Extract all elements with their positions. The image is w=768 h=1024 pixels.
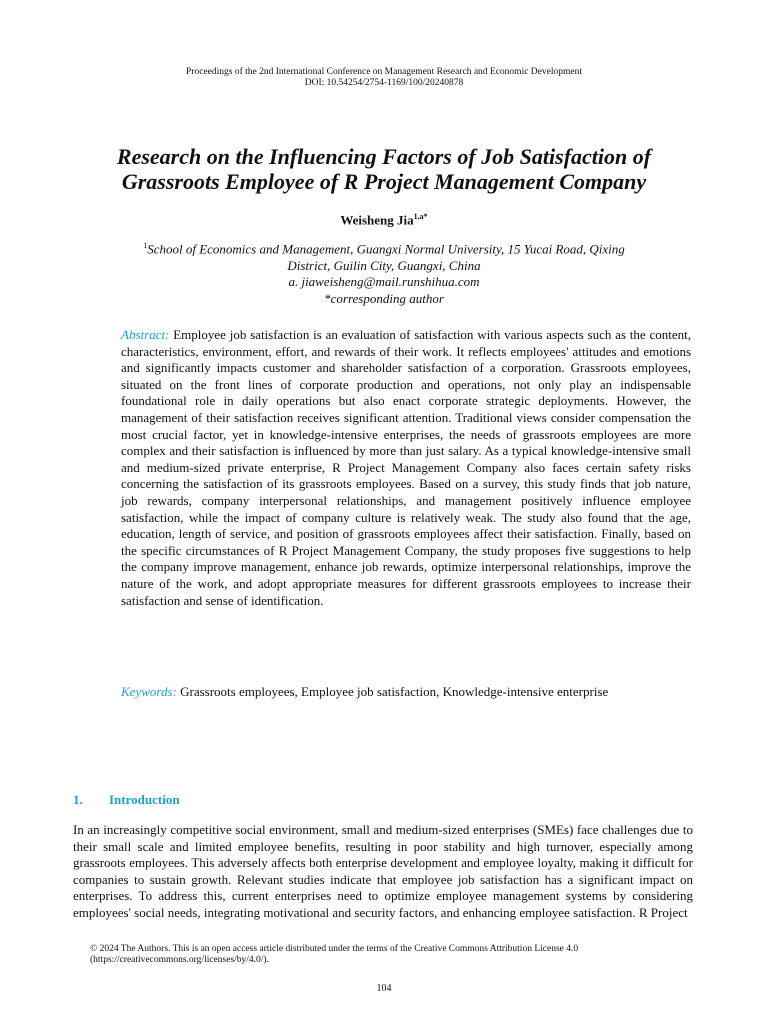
affiliation-block xyxy=(80,238,688,307)
section-heading xyxy=(73,792,180,808)
title-line-1: Research on the Influencing Factors of Job Satisfaction of xyxy=(116,144,652,169)
introduction-paragraph: In an increasingly competitive social environment, small and medium-sized enterprises (SMEs) face challenges due to their small scale and limited employee benefits, resulting in poor stability and high turnover, especially among grassroots employees. This adversely affects both enterprise development and employee loyalty, making it difficult for companies to sustain growth. Relevant studies indicate that employee job satisfaction has a significant impact on enterprises. To address this, current enterprises need to optimize employee management systems by considering employees' social needs, integrating motivational and security factors, and enhancing employee satisfaction. R Project xyxy=(73,822,693,920)
keywords-text: Grassroots employees, Employee job satisfaction, Knowledge-intensive enterprise xyxy=(180,684,609,699)
section-title: Introduction xyxy=(109,792,180,807)
license-notice xyxy=(90,944,692,966)
affiliation-superscript: 1 xyxy=(143,241,148,250)
corresponding-note: *corresponding author xyxy=(324,290,444,306)
paper-title xyxy=(40,144,728,194)
abstract-label: Abstract: xyxy=(121,327,170,342)
affiliation-line-2: District, Guilin City, Guangxi, China xyxy=(287,257,481,273)
proceedings-line: Proceedings of the 2nd International Conference on Management Research and Economic Development xyxy=(186,67,582,77)
doi-line: DOI: 10.54254/2754-1169/100/20240878 xyxy=(304,78,464,88)
author-name: Weisheng Jia xyxy=(340,212,414,228)
abstract xyxy=(121,327,691,609)
author-email: a. jiaweisheng@mail.runshihua.com xyxy=(288,274,480,290)
keywords-label: Keywords: xyxy=(121,684,177,699)
license-line-2: (https://creativecommons.org/licenses/by/4.0/). xyxy=(90,955,269,965)
keywords xyxy=(121,684,691,701)
title-line-2: Grassroots Employee of R Project Management Company xyxy=(121,169,647,194)
author-superscript: 1,a* xyxy=(413,212,428,221)
section-number: 1. xyxy=(73,792,83,807)
license-line-1: © 2024 The Authors. This is an open access article distributed under the terms of the Creative Commons Attribution License 4.0 xyxy=(90,944,579,954)
affiliation-line-1: $^1$School of Economics and Management, Guangxi Normal University, 15 Yucai Road, Qixing xyxy=(143,241,625,257)
page-number: 104 xyxy=(376,983,392,994)
abstract-text: Employee job satisfaction is an evaluation of satisfaction with various aspects such as the content, characteristics, environment, effort, and rewards of their work. It reflects employees' attitudes and emotions and significantly impacts customer and shareholder satisfaction of a corporation. Grassroots employees, situated on the front lines of corporate production and operations, not only play an indispensable foundational role in daily operations but also enact corporate strategic deployments. However, the management of their satisfaction receives significant attention. Traditional views consider compensation the most crucial factor, yet in knowledge-intensive enterprises, the needs of grassroots employees are more complex and their satisfaction is influenced by more than just salary. As a typical knowledge-intensive small and medium-sized private enterprise, R Project Management Company also faces certain safety risks concerning the satisfaction of its grassroots employees. Based on a survey, this study finds that job nature, job rewards, company interpersonal relationships, and management positively influence employee satisfaction, while the impact of company culture is relatively weak. The study also found that the age, education, length of service, and position of grassroots employees affect their satisfaction. Finally, based on the specific circumstances of R Project Management Company, the study proposes five suggestions to help the company improve management, enhance job rewards, optimize interpersonal relationships, improve the nature of the work, and adopt appropriate measures for different grassroots employees to increase their satisfaction and sense of identification. xyxy=(121,327,692,608)
author xyxy=(0,212,768,228)
